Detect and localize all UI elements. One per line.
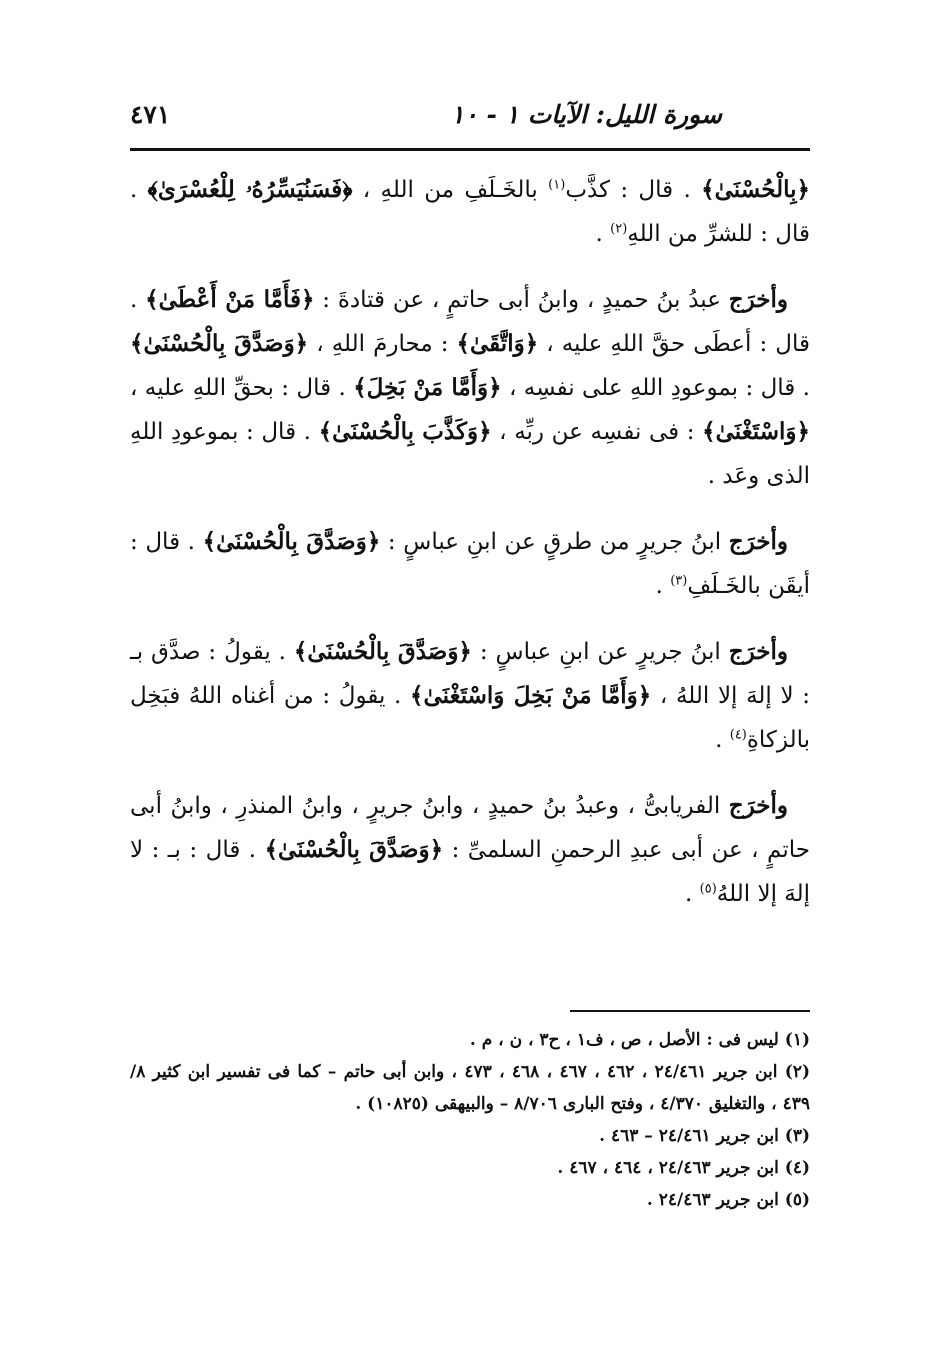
- quran-quote: ﴿بِالْحُسْنَىٰ﴾: [701, 176, 811, 203]
- paragraph-1: [130, 168, 810, 256]
- quran-quote: ﴿وَأَمَّا مَنْ بَخِلَ وَاسْتَغْنَىٰ﴾: [410, 682, 652, 709]
- quran-quote: ﴿فَأَمَّا مَنْ أَعْطَىٰ﴾: [145, 286, 315, 313]
- running-title: سورة الليل: الآيات ١ - ١٠: [450, 100, 722, 129]
- quran-quote: ﴿وَصَدَّقَ بِالْحُسْنَىٰ﴾: [264, 836, 444, 863]
- header-rule: [130, 148, 810, 151]
- footnote-marker: (١): [548, 177, 566, 193]
- quran-quote: ﴿وَكَذَّبَ بِالْحُسْنَىٰ﴾: [318, 418, 492, 445]
- text-run: الفريابىُّ ، وعبدُ بنُ حميدٍ ، وابنُ جريرٍ ، وابنُ المنذرِ ، وابنُ أبى حاتمٍ ، عن أبى عبدِ الرحمنِ السلمىِّ :: [130, 793, 810, 863]
- text-run: : محارمَ اللهِ ،: [308, 331, 457, 357]
- body-text: [130, 168, 810, 938]
- paragraph-lead: وأخرَج: [728, 638, 788, 665]
- text-run: . قال : بموعودِ اللهِ على نفسِه ،: [501, 375, 810, 401]
- paragraph-3: [130, 520, 810, 608]
- paragraph-2: [130, 278, 810, 498]
- text-run: . قال : أيقَن بالخَـلَفِ: [130, 529, 810, 599]
- text-run: . يقولُ : من أغناه اللهُ فبَخِل بالزكاةِ: [130, 683, 810, 753]
- page-number: ٤٧١: [130, 100, 171, 129]
- footnote-4: (٤) ابن جرير ٢٤/٤٦٣ ، ٤٦٤ ، ٤٦٧ .: [557, 1158, 810, 1178]
- quran-quote: ﴿وَاتَّقَىٰ﴾: [456, 330, 539, 357]
- page-header: [130, 100, 810, 140]
- text-run: عبدُ بنُ حميدٍ ، وابنُ أبى حاتمٍ ، عن قتادةَ :: [314, 287, 729, 313]
- paragraph-4: [130, 630, 810, 762]
- footnote-marker: (٤): [729, 727, 747, 743]
- footnote-1: (١) ليس فى : الأصل ، ص ، ف١ ، ح٣ ، ن ، م .: [469, 1030, 810, 1050]
- footnote-marker: (٣): [670, 573, 688, 589]
- text-run: : فى نفسِه عن ربِّه ،: [491, 419, 703, 445]
- quran-quote: ﴿وَأَمَّا مَنْ بَخِلَ﴾: [353, 374, 502, 401]
- text-run: ابنُ جريرٍ عن ابنِ عباسٍ :: [471, 639, 729, 665]
- text-run: .: [685, 881, 700, 907]
- paragraph-lead: وأخرَج: [728, 286, 789, 313]
- text-run: . قال : أعطَى حقَّ اللهِ عليه ،: [130, 287, 810, 357]
- paragraph-lead: وأخرَج: [728, 792, 788, 819]
- paragraph-5: [130, 784, 810, 916]
- text-run: .: [655, 573, 671, 599]
- text-run: . قال : بحقِّ اللهِ عليه ،: [130, 375, 354, 401]
- quran-quote: ﴿وَصَدَّقَ بِالْحُسْنَىٰ﴾: [130, 330, 309, 357]
- footnote-marker: (٥): [699, 881, 717, 897]
- text-run: . قال : بموعودِ اللهِ الذى وعَد .: [130, 419, 810, 489]
- text-run: . قال : كذَّب: [565, 177, 702, 203]
- paragraph-lead: وأخرَج: [728, 528, 788, 555]
- footnote-3: (٣) ابن جرير ٢٤/٤٦١ – ٤٦٣ .: [599, 1126, 810, 1146]
- footnote-separator: [570, 1010, 810, 1012]
- quran-quote: ﴿وَصَدَّقَ بِالْحُسْنَىٰ﴾: [293, 638, 472, 665]
- footnotes: [130, 1024, 810, 1216]
- text-run: . يقولُ : صدَّق بـ : لا إلهَ إلا اللهُ ،: [130, 639, 810, 709]
- text-run: . قال : بـ : لا إلهَ إلا اللهُ: [130, 837, 810, 907]
- quran-quote: ﴿وَاسْتَغْنَىٰ﴾: [702, 418, 810, 445]
- quran-quote: ﴿وَصَدَّقَ بِالْحُسْنَىٰ﴾: [202, 528, 381, 555]
- text-run: .: [715, 727, 730, 753]
- quran-quote: ﴿فَسَنُيَسِّرُهُۥ لِلْعُسْرَىٰ﴾: [147, 176, 353, 203]
- text-run: بالخَـلَفِ من اللهِ ،: [352, 177, 549, 203]
- footnote-marker: (٢): [610, 221, 628, 237]
- text-run: . قال : للشرِّ من اللهِ: [130, 177, 810, 247]
- footnote-5: (٥) ابن جرير ٢٤/٤٦٣ .: [646, 1190, 810, 1210]
- footnote-2: (٢) ابن جرير ٢٤/٤٦١ ، ٤٦٢ ، ٤٦٧ ، ٤٦٨ ، ٤٧٣ ، وابن أبى حاتم – كما فى تفسير ابن كثير ٨/ ٤٣٩ ، والتغليق ٤/٣٧٠ ، وفتح البارى ٨/٧٠٦ – والبيهقى (١٠٨٢٥) .: [130, 1062, 811, 1114]
- text-run: ابنُ جريرٍ من طرقٍ عن ابنِ عباسٍ :: [380, 529, 729, 555]
- text-run: .: [595, 221, 611, 247]
